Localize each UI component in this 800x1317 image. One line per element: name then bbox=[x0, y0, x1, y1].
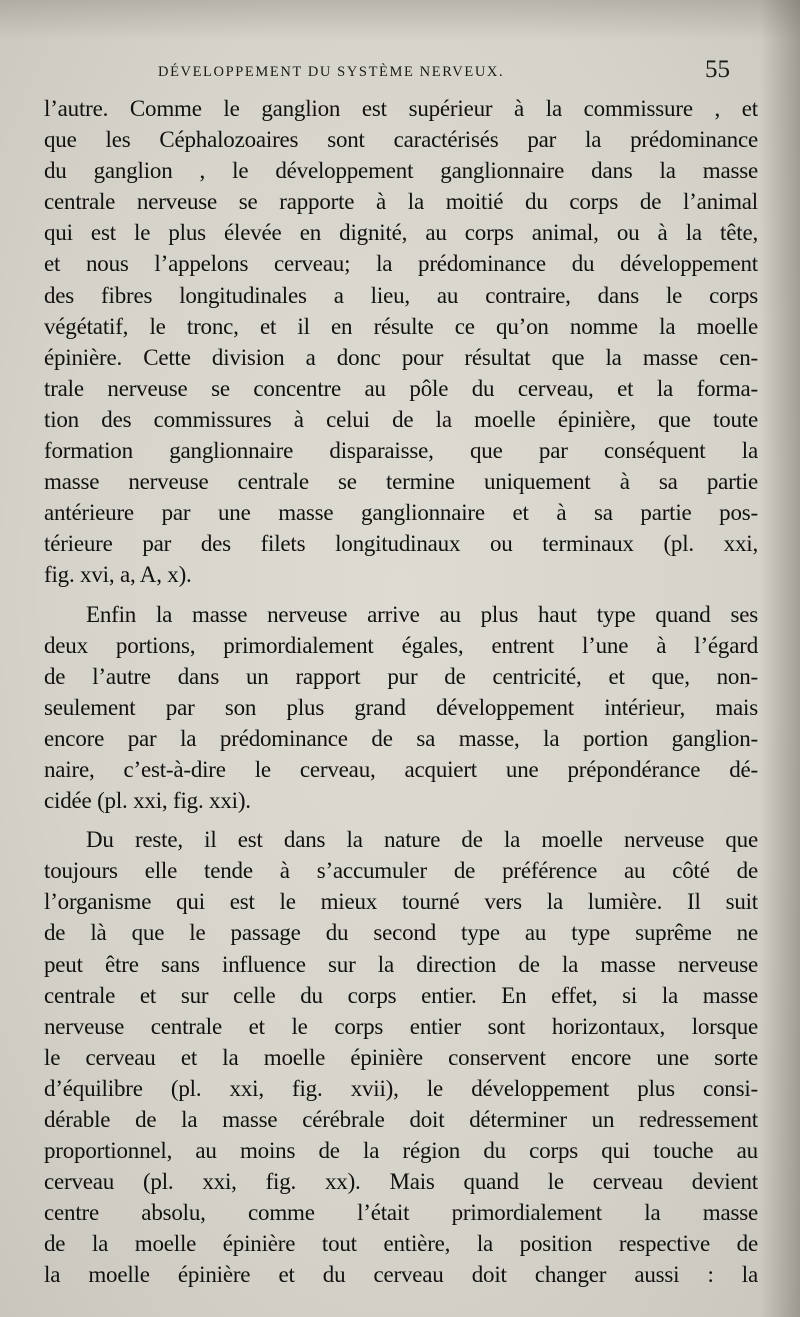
text-line: l’autre. Comme le ganglion est supérieur à la commissure , et bbox=[44, 96, 758, 121]
text-line: dérable de la masse cérébrale doit déterminer un redressement bbox=[44, 1107, 758, 1132]
text-line: antérieure par une masse ganglionnaire et à sa partie pos- bbox=[44, 500, 758, 526]
text-line: deux portions, primordialement égales, entrent l’une à l’égard bbox=[44, 632, 758, 658]
text-line: épinière. Cette division a donc pour résultat que la masse cen- bbox=[44, 344, 758, 370]
page-header bbox=[40, 56, 730, 86]
text-line: d’équilibre (pl. xxi, fig. xvii), le développement plus consi- bbox=[44, 1075, 758, 1101]
text-line: centrale et sur celle du corps entier. En effet, si la masse bbox=[44, 982, 758, 1008]
text-line: proportionnel, au moins de la région du corps qui touche au bbox=[44, 1138, 758, 1164]
text-line: que les Céphalozoaires sont caractérisés par la prédominance bbox=[44, 127, 758, 153]
text-line: térieure par des filets longitudinaux ou terminaux (pl. xxi, bbox=[44, 531, 758, 557]
text-line: la moelle épinière et du cerveau doit changer aussi : la bbox=[44, 1262, 758, 1288]
running-title: DÉVELOPPEMENT DU SYSTÈME NERVEUX. bbox=[158, 64, 505, 80]
page-number: 55 bbox=[705, 56, 730, 83]
paragraph-1 bbox=[44, 93, 758, 591]
text-line: toujours elle tende à s’accumuler de préférence au côté de bbox=[44, 858, 758, 884]
text-line: centrale nerveuse se rapporte à la moitié du corps de l’animal bbox=[44, 189, 758, 215]
text-line: nerveuse centrale et le corps entier sont horizontaux, lorsque bbox=[44, 1013, 758, 1039]
text-line: tion des commissures à celui de la moelle épinière, que toute bbox=[44, 406, 758, 432]
text-line: formation ganglionnaire disparaisse, que par conséquent la bbox=[44, 438, 758, 464]
text-line: de l’autre dans un rapport pur de centricité, et que, non- bbox=[44, 663, 758, 689]
text-line: encore par la prédominance de sa masse, la portion ganglion- bbox=[44, 725, 758, 751]
text-line: des fibres longitudinales a lieu, au contraire, dans le corps bbox=[44, 282, 758, 308]
text-line: masse nerveuse centrale se termine uniquement à sa partie bbox=[44, 469, 758, 495]
paragraph-3 bbox=[44, 824, 758, 1290]
page-top-shadow bbox=[0, 0, 800, 40]
page-edge-shadow bbox=[760, 0, 800, 1317]
text-line: de la moelle épinière tout entière, la position respective de bbox=[44, 1231, 758, 1257]
text-line: le cerveau et la moelle épinière conservent encore une sorte bbox=[44, 1044, 758, 1070]
text-line: Du reste, il est dans la nature de la moelle nerveuse que bbox=[86, 827, 758, 853]
text-line: cerveau (pl. xxi, fig. xx). Mais quand le cerveau devient bbox=[44, 1169, 758, 1195]
text-line: trale nerveuse se concentre au pôle du cerveau, et la forma- bbox=[44, 375, 758, 401]
text-line: l’organisme qui est le mieux tourné vers la lumière. Il suit bbox=[44, 889, 758, 915]
text-line: qui est le plus élevée en dignité, au corps animal, ou à la tête, bbox=[44, 220, 758, 246]
text-line: seulement par son plus grand développement intérieur, mais bbox=[44, 694, 758, 720]
paragraph-gap bbox=[44, 591, 758, 599]
text-line: de là que le passage du second type au type suprême ne bbox=[44, 920, 758, 946]
text-line: fig. xvi, a, A, x). bbox=[44, 562, 192, 588]
text-line: Enfin la masse nerveuse arrive au plus haut type quand ses bbox=[86, 601, 758, 627]
text-line: végétatif, le tronc, et il en résulte ce qu’on nomme la moelle bbox=[44, 313, 758, 339]
text-line: cidée (pl. xxi, fig. xxi). bbox=[44, 788, 251, 814]
text-line: du ganglion , le développement ganglionnaire dans la masse bbox=[44, 158, 758, 184]
body-text bbox=[44, 93, 758, 1291]
text-line: naire, c’est-à-dire le cerveau, acquiert une prépondérance dé- bbox=[44, 756, 758, 782]
text-line: peut être sans influence sur la direction de la masse nerveuse bbox=[44, 951, 758, 977]
text-line: centre absolu, comme l’était primordialement la masse bbox=[44, 1200, 758, 1226]
text-line: et nous l’appelons cerveau; la prédominance du développement bbox=[44, 251, 758, 277]
paragraph-2 bbox=[44, 599, 758, 817]
paragraph-gap bbox=[44, 816, 758, 824]
